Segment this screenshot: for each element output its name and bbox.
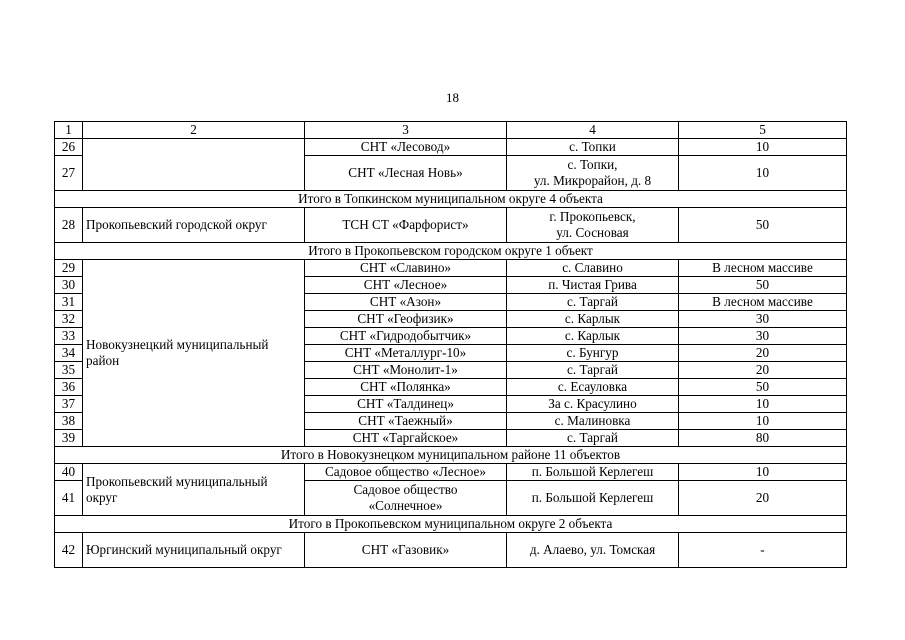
object-place: с. Бунгур xyxy=(507,345,679,362)
object-place: г. Прокопьевск, ул. Сосновая xyxy=(507,208,679,243)
object-name: СНТ «Славино» xyxy=(305,260,507,277)
row-number: 35 xyxy=(55,362,83,379)
total-text: Итого в Прокопьевском городском округе 1 объект xyxy=(55,243,847,260)
object-count: В лесном массиве xyxy=(679,260,847,277)
row-number: 33 xyxy=(55,328,83,345)
object-place: с. Таргай xyxy=(507,294,679,311)
object-place: За с. Красулино xyxy=(507,396,679,413)
object-count: 10 xyxy=(679,139,847,156)
object-count: 10 xyxy=(679,464,847,481)
header-cell: 1 xyxy=(55,122,83,139)
object-place: д. Алаево, ул. Томская xyxy=(507,533,679,568)
row-number: 37 xyxy=(55,396,83,413)
row-number: 34 xyxy=(55,345,83,362)
table-row xyxy=(55,533,847,568)
object-name: Садовое общество «Солнечное» xyxy=(305,481,507,516)
row-number: 41 xyxy=(55,481,83,516)
object-count: - xyxy=(679,533,847,568)
header-row xyxy=(55,122,847,139)
table-row xyxy=(55,260,847,277)
object-name: ТСН СТ «Фарфорист» xyxy=(305,208,507,243)
object-place: п. Чистая Грива xyxy=(507,277,679,294)
object-place: с. Таргай xyxy=(507,362,679,379)
object-count: 50 xyxy=(679,379,847,396)
object-place: п. Большой Керлегеш xyxy=(507,481,679,516)
object-count: 30 xyxy=(679,328,847,345)
object-name: СНТ «Монолит-1» xyxy=(305,362,507,379)
district-cell: Юргинский муниципальный округ xyxy=(83,533,305,568)
header-cell: 2 xyxy=(83,122,305,139)
object-count: 10 xyxy=(679,413,847,430)
total-row xyxy=(55,191,847,208)
total-text: Итого в Новокузнецком муниципальном районе 11 объектов xyxy=(55,447,847,464)
row-number: 27 xyxy=(55,156,83,191)
district-cell: Прокопьевский муниципальный округ xyxy=(83,464,305,516)
object-place: с. Есауловка xyxy=(507,379,679,396)
object-place: с. Малиновка xyxy=(507,413,679,430)
page-number: 18 xyxy=(446,90,459,105)
object-name: СНТ «Азон» xyxy=(305,294,507,311)
object-name: СНТ «Геофизик» xyxy=(305,311,507,328)
header-cell: 4 xyxy=(507,122,679,139)
district-cell xyxy=(83,139,305,191)
total-text: Итого в Прокопьевском муниципальном округе 2 объекта xyxy=(55,516,847,533)
object-name: Садовое общество «Лесное» xyxy=(305,464,507,481)
row-number: 29 xyxy=(55,260,83,277)
row-number: 31 xyxy=(55,294,83,311)
object-place: с. Карлык xyxy=(507,311,679,328)
object-count: 80 xyxy=(679,430,847,447)
object-name: СНТ «Гидродобытчик» xyxy=(305,328,507,345)
table-row xyxy=(55,139,847,156)
object-count: 10 xyxy=(679,156,847,191)
object-count: 20 xyxy=(679,362,847,379)
object-count: 50 xyxy=(679,208,847,243)
total-row xyxy=(55,516,847,533)
total-text: Итого в Топкинском муниципальном округе 4 объекта xyxy=(55,191,847,208)
object-name: СНТ «Таежный» xyxy=(305,413,507,430)
object-name: СНТ «Металлург-10» xyxy=(305,345,507,362)
row-number: 30 xyxy=(55,277,83,294)
object-count: 20 xyxy=(679,345,847,362)
total-row xyxy=(55,447,847,464)
district-cell: Прокопьевский городской округ xyxy=(83,208,305,243)
object-name: СНТ «Лесная Новь» xyxy=(305,156,507,191)
object-place: с. Топки xyxy=(507,139,679,156)
object-place: с. Таргай xyxy=(507,430,679,447)
row-number: 26 xyxy=(55,139,83,156)
object-name: СНТ «Полянка» xyxy=(305,379,507,396)
object-place: с. Топки, ул. Микрорайон, д. 8 xyxy=(507,156,679,191)
district-cell: Новокузнецкий муниципальный район xyxy=(83,260,305,447)
header-cell: 5 xyxy=(679,122,847,139)
row-number: 40 xyxy=(55,464,83,481)
table-row xyxy=(55,464,847,481)
object-place: с. Славино xyxy=(507,260,679,277)
row-number: 42 xyxy=(55,533,83,568)
object-count: В лесном массиве xyxy=(679,294,847,311)
row-number: 28 xyxy=(55,208,83,243)
object-count: 50 xyxy=(679,277,847,294)
objects-table xyxy=(54,121,847,568)
row-number: 39 xyxy=(55,430,83,447)
row-number: 32 xyxy=(55,311,83,328)
object-name: СНТ «Лесовод» xyxy=(305,139,507,156)
object-name: СНТ «Лесное» xyxy=(305,277,507,294)
header-cell: 3 xyxy=(305,122,507,139)
object-place: п. Большой Керлегеш xyxy=(507,464,679,481)
object-count: 10 xyxy=(679,396,847,413)
object-place: с. Карлык xyxy=(507,328,679,345)
row-number: 36 xyxy=(55,379,83,396)
table-row xyxy=(55,208,847,243)
row-number: 38 xyxy=(55,413,83,430)
object-name: СНТ «Таргайское» xyxy=(305,430,507,447)
object-name: СНТ «Газовик» xyxy=(305,533,507,568)
total-row xyxy=(55,243,847,260)
object-name: СНТ «Талдинец» xyxy=(305,396,507,413)
object-count: 20 xyxy=(679,481,847,516)
object-count: 30 xyxy=(679,311,847,328)
